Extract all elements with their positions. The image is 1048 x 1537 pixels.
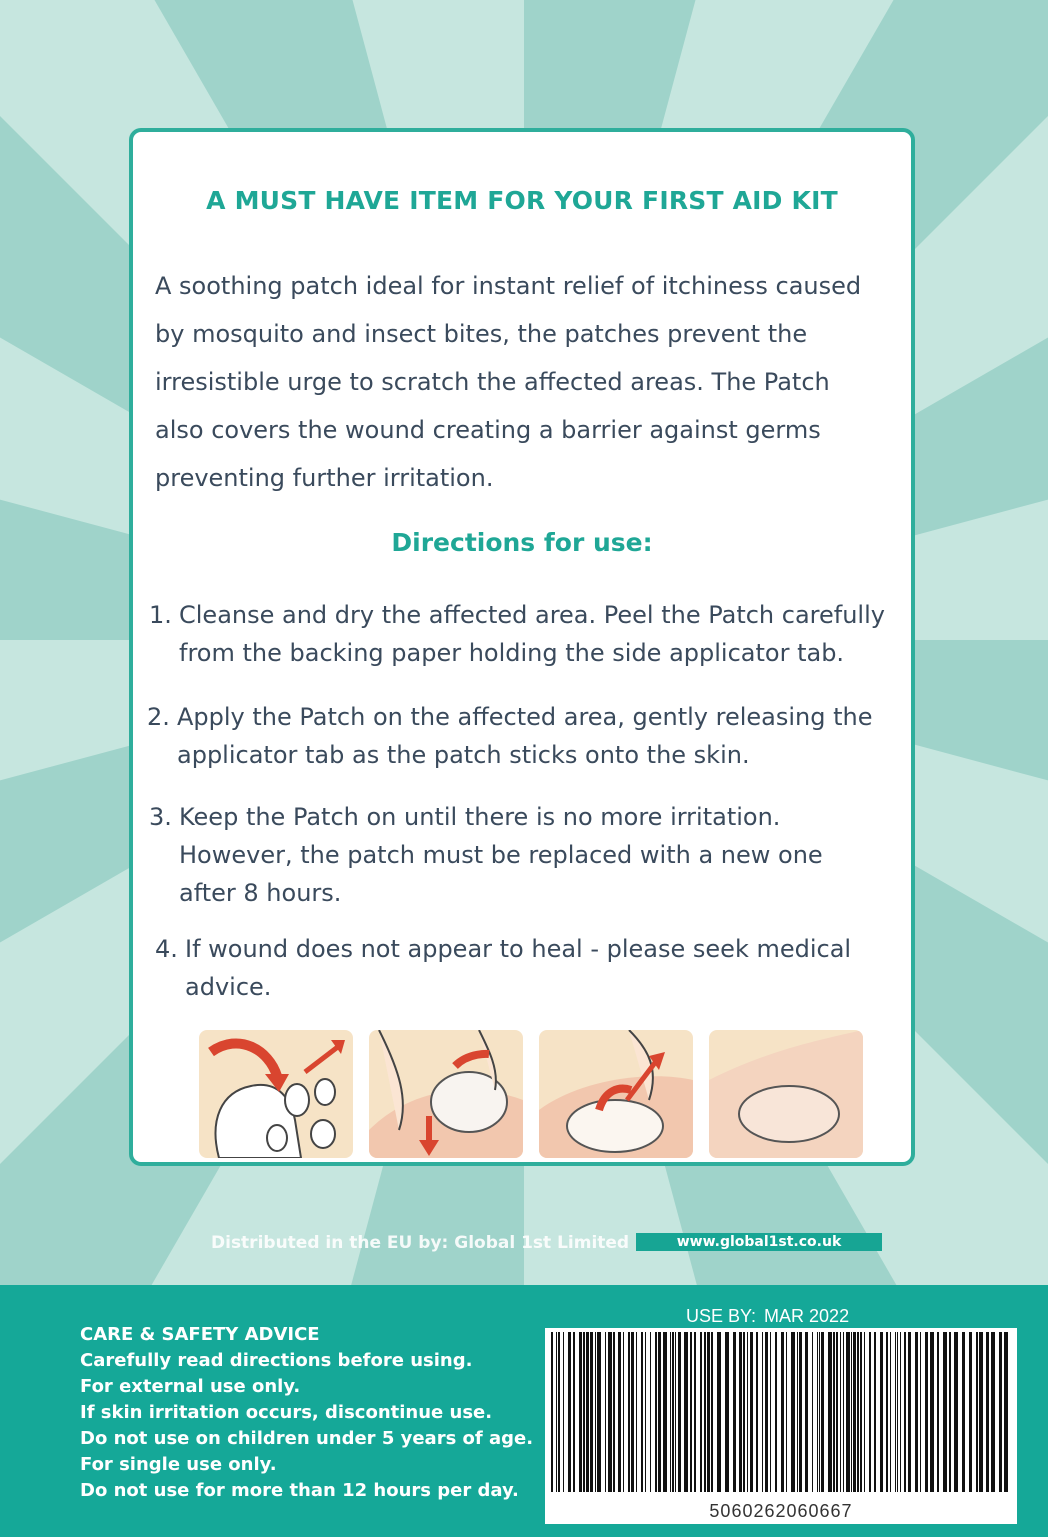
barcode-bar [663, 1332, 667, 1492]
use-by-label: USE BY: [686, 1306, 757, 1326]
step-line: Keep the Patch on until there is no more irritation. [179, 803, 781, 831]
barcode-bar [765, 1332, 768, 1492]
barcode-bar [631, 1332, 634, 1492]
intro-line: preventing further irritation. [155, 464, 494, 492]
barcode-bar [573, 1332, 575, 1492]
barcode-bar [675, 1332, 676, 1492]
barcode-bar [786, 1332, 787, 1492]
headline: A MUST HAVE ITEM FOR YOUR FIRST AID KIT [206, 186, 838, 215]
barcode-bar [608, 1332, 612, 1492]
barcode-bar [840, 1332, 841, 1492]
barcode-bar [851, 1332, 852, 1492]
barcode-bar [579, 1332, 582, 1492]
barcode-bar [805, 1332, 808, 1492]
barcode-bar [678, 1332, 681, 1492]
barcode-bar [711, 1332, 713, 1492]
step-2 [147, 698, 873, 774]
barcode-bar [743, 1332, 745, 1492]
barcode-bar [645, 1332, 646, 1492]
barcode-bar [750, 1332, 753, 1492]
barcode [545, 1328, 1017, 1524]
barcode-bar [986, 1332, 989, 1492]
step-line: If wound does not appear to heal - please seek medical [185, 935, 852, 963]
barcode-bar [613, 1332, 615, 1492]
barcode-bar [799, 1332, 802, 1492]
barcode-bar [756, 1332, 758, 1492]
barcode-bar [962, 1332, 965, 1492]
barcode-bar [684, 1332, 688, 1492]
intro-line: also covers the wound creating a barrier against germs [155, 416, 821, 444]
apply-patch-illustration [539, 1030, 693, 1158]
barcode-bar [628, 1332, 630, 1492]
barcode-bar [707, 1332, 710, 1492]
distributor-text: Distributed in the EU by: Global 1st Limited [211, 1233, 630, 1253]
barcode-bar [595, 1332, 596, 1492]
barcode-bar [700, 1332, 702, 1492]
intro-line: by mosquito and insect bites, the patches prevent the [155, 320, 808, 348]
barcode-bar [976, 1332, 978, 1492]
barcode-bar [833, 1332, 835, 1492]
barcode-bar [568, 1332, 571, 1492]
barcode-bar [733, 1332, 736, 1492]
barcode-bar [821, 1332, 824, 1492]
distributor-url: www.global1st.co.uk [636, 1233, 882, 1251]
intro-line: irresistible urge to scratch the affected areas. The Patch [155, 368, 830, 396]
barcode-bar [725, 1332, 729, 1492]
use-by-date: MAR 2022 [764, 1306, 850, 1326]
barcode-bar [650, 1332, 651, 1492]
intro-line: A soothing patch ideal for instant relief of itchiness caused [155, 272, 862, 300]
barcode-bar [791, 1332, 795, 1492]
barcode-bar [969, 1332, 972, 1492]
barcode-bar [781, 1332, 784, 1492]
barcode-bar [672, 1332, 674, 1492]
barcode-bar [904, 1332, 906, 1492]
barcode-bar [655, 1332, 657, 1492]
barcode-bar [556, 1332, 557, 1492]
barcode-bar [747, 1332, 748, 1492]
use-by [686, 1306, 849, 1327]
step-1 [149, 596, 885, 672]
barcode-bar [551, 1332, 553, 1492]
barcode-bar [770, 1332, 771, 1492]
barcode-bar [704, 1332, 706, 1492]
care-line: For external use only. [80, 1376, 301, 1397]
barcode-bar [641, 1332, 643, 1492]
barcode-bar [900, 1332, 901, 1492]
barcode-bar [943, 1332, 947, 1492]
barcode-bar [828, 1332, 832, 1492]
barcode-bar [874, 1332, 876, 1492]
instructions-card [129, 128, 915, 1166]
peel-patch-illustration [369, 1030, 523, 1158]
barcode-bar [690, 1332, 692, 1492]
barcode-bar [864, 1332, 865, 1492]
barcode-bar [590, 1332, 593, 1492]
barcode-bar [558, 1332, 560, 1492]
barcode-bar [915, 1332, 918, 1492]
step-number: 2. [147, 703, 170, 731]
care-title: CARE & SAFETY ADVICE [80, 1324, 320, 1345]
care-advice [80, 1322, 533, 1504]
barcode-bar [563, 1332, 564, 1492]
barcode-bar [694, 1332, 696, 1492]
barcode-bar [925, 1332, 928, 1492]
barcode-bar [895, 1332, 896, 1492]
barcode-bar [636, 1332, 637, 1492]
barcode-bar [886, 1332, 888, 1492]
step-4 [155, 930, 851, 1006]
barcode-bar [812, 1332, 813, 1492]
care-line: Do not use for more than 12 hours per day. [80, 1480, 519, 1501]
step-line: from the backing paper holding the side applicator tab. [179, 639, 845, 667]
barcode-bar [623, 1332, 624, 1492]
barcode-bar [846, 1332, 850, 1492]
barcode-bar [819, 1332, 820, 1492]
barcode-number: 5060262060667 [709, 1501, 853, 1521]
barcode-bar [853, 1332, 856, 1492]
directions-title: Directions for use: [391, 528, 653, 557]
barcode-bar [605, 1332, 606, 1492]
barcode-bar [999, 1332, 1002, 1492]
step-line: However, the patch must be replaced with a new one [179, 841, 823, 869]
barcode-bar [908, 1332, 911, 1492]
barcode-bar [762, 1332, 763, 1492]
barcode-bar [979, 1332, 983, 1492]
step-number: 1. [149, 601, 172, 629]
barcode-bar [920, 1332, 921, 1492]
barcode-bar [843, 1332, 844, 1492]
barcode-bar [618, 1332, 621, 1492]
barcode-bar [991, 1332, 995, 1492]
intro-paragraph [155, 262, 915, 502]
barcode-bar [897, 1332, 898, 1492]
barcode-bars [545, 1328, 1017, 1498]
barcode-bar [890, 1332, 891, 1492]
barcode-bar [817, 1332, 818, 1492]
care-line: If skin irritation occurs, discontinue use. [80, 1402, 493, 1423]
barcode-bar [775, 1332, 777, 1492]
barcode-bar [797, 1332, 798, 1492]
step-line: Apply the Patch on the affected area, gently releasing the [177, 703, 873, 731]
care-line: Carefully read directions before using. [80, 1350, 473, 1371]
care-line: Do not use on children under 5 years of age. [80, 1428, 534, 1449]
barcode-bar [949, 1332, 951, 1492]
step-number: 3. [149, 803, 172, 831]
barcode-bar [586, 1332, 589, 1492]
step-3 [149, 798, 823, 912]
barcode-bar [670, 1332, 671, 1492]
barcode-bar [880, 1332, 883, 1492]
barcode-bar [930, 1332, 934, 1492]
barcode-bar [1004, 1332, 1008, 1492]
barcode-bar [857, 1332, 859, 1492]
barcode-bar [869, 1332, 871, 1492]
barcode-bar [583, 1332, 585, 1492]
care-line: For single use only. [80, 1454, 277, 1475]
step-line: after 8 hours. [179, 879, 342, 907]
patch-on-skin-illustration [709, 1030, 863, 1158]
barcode-bar [937, 1332, 939, 1492]
barcode-bar [658, 1332, 661, 1492]
step-line: applicator tab as the patch sticks onto the skin. [177, 741, 750, 769]
barcode-bar [860, 1332, 862, 1492]
barcode-bar [597, 1332, 601, 1492]
barcode-bar [836, 1332, 838, 1492]
barcode-bar [954, 1332, 958, 1492]
hand-with-bites-illustration [199, 1030, 353, 1158]
barcode-bar [739, 1332, 742, 1492]
step-line: advice. [185, 973, 272, 1001]
step-line: Cleanse and dry the affected area. Peel the Patch carefully [179, 601, 885, 629]
step-number: 4. [155, 935, 178, 963]
barcode-bar [717, 1332, 721, 1492]
